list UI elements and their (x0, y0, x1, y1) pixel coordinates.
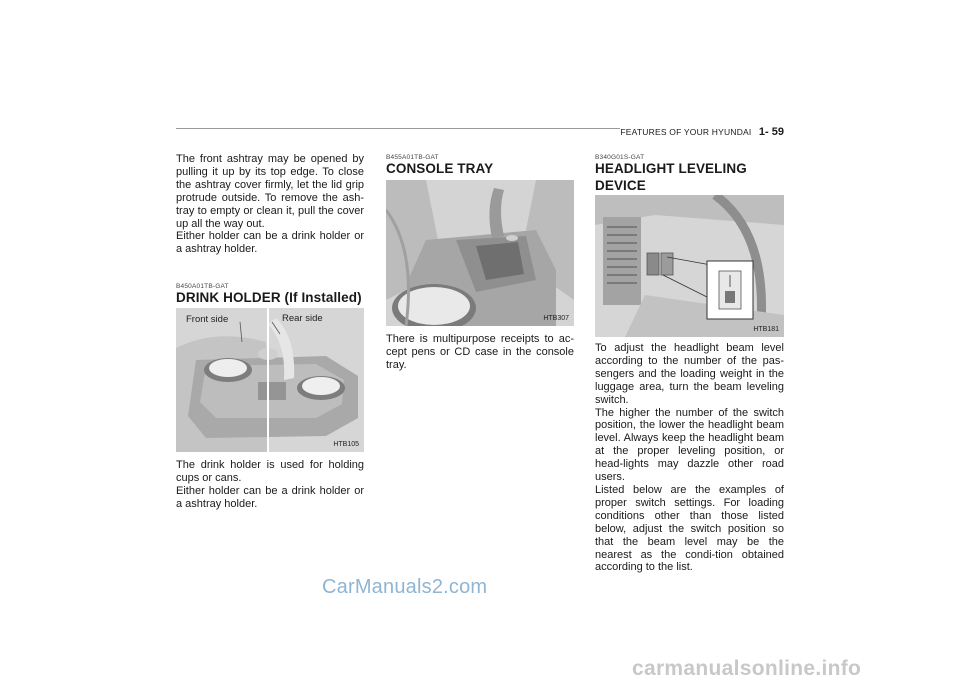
console-tray-text: There is multipurpose receipts to ac-cept pens or CD case in the console tray. (386, 333, 574, 371)
watermark-carmanualsonline: carmanualsonline.info (632, 657, 862, 680)
header-rule (176, 128, 620, 129)
watermark-carmanuals2: CarManuals2.com (322, 576, 488, 598)
ashtray-text (176, 153, 364, 256)
headlight-leveling-figure (595, 195, 784, 337)
page-number: 1- 59 (758, 126, 784, 138)
ashtray-paragraph: The front ashtray may be opened by pulling it up by its top edge. To close the ashtray cover firmly, let the lid grip protrude outside. To remove the ash-tray to empty or clean it, pull the cover up all the way out. (176, 153, 364, 230)
drink-holder-text (176, 459, 364, 511)
page-header (620, 122, 784, 140)
figure-code: HTB307 (543, 315, 569, 322)
drink-holder-paragraph: Either holder can be a drink holder or a ashtray holder. (176, 484, 364, 510)
title-line: HEADLIGHT LEVELING DEVICE (595, 161, 747, 193)
drink-holder-code: B450A01TB-GAT (176, 283, 229, 290)
headlight-paragraph: The higher the number of the switch position, the lower the headlight beam level. Always keep the headlight beam at the proper leveling position, or head-lights may dazzle other road users. (595, 406, 784, 484)
console-tray-code: B455A01TB-GAT (386, 154, 439, 161)
headlight-leveling-code: B340G01S-GAT (595, 154, 645, 161)
figure-code: HTB181 (753, 326, 779, 333)
figure-code: HTB105 (333, 441, 359, 448)
headlight-switch-illustration (595, 195, 784, 337)
ashtray-paragraph: Either holder can be a drink holder or a ashtray holder. (176, 230, 364, 256)
drink-holder-figure (176, 308, 364, 452)
headlight-paragraph: Listed below are the examples of proper switch settings. For loading conditions other than those listed below, adjust the switch position so that the beam level may be the nearest as the condi-tion obtained according to the list. (595, 483, 784, 574)
console-tray-illustration (386, 180, 574, 326)
console-tray-figure (386, 180, 574, 326)
drink-holder-paragraph: The drink holder is used for holding cups or cans. (176, 459, 364, 484)
headlight-paragraph: To adjust the headlight beam level according to the number of the pas-sengers and the loading weight in the luggage area, turn the beam leveling switch. (595, 342, 784, 406)
headlight-leveling-text (595, 342, 784, 574)
drink-holder-title: DRINK HOLDER (If Installed) (176, 290, 362, 305)
console-tray-title: CONSOLE TRAY (386, 161, 494, 176)
front-side-label: Front side (186, 314, 229, 325)
section-title: FEATURES OF YOUR HYUNDAI (620, 127, 752, 137)
drink-holder-illustration (176, 308, 364, 452)
rear-side-label: Rear side (282, 313, 323, 324)
